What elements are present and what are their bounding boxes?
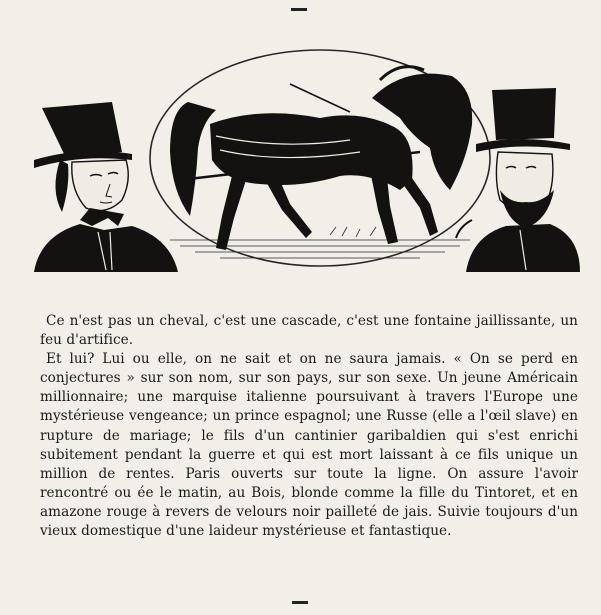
- bottom-rule: [292, 601, 308, 604]
- right-figure: [456, 88, 580, 272]
- paragraph-1: Ce n'est pas un cheval, c'est une cascade, c'est une fontaine jaillissante, un feu d'artifice.: [40, 313, 578, 349]
- horse-and-figures-engraving: [20, 40, 580, 280]
- article-text: [40, 312, 578, 541]
- paragraph-2: Et lui? Lui ou elle, on ne sait et on ne saura jamais. « On se perd en conjectures » sur son nom, sur son pays, sur son sexe. Un jeune Américain millionnaire; une marquise italienne poursuivant à travers l'Europe une mystérieuse vengeance; un prince espagnol; une Russe (elle a l'œil slave) en rupture de mariage; le fils d'un cantinier garibaldien qui s'est enrichi subitement pendant la guerre et qui est mort laissant à ce fils unique un million de rentes. Paris ouverts sur toute la ligne. On assure l'avoir rencontré ou ée le matin, au Bois, blonde comme la fille du Tintoret, et en amazone rouge à revers de velours noir pailleté de jais. Suivie toujours d'un vieux domestique d'une laideur mystérieuse et fantastique.: [40, 351, 578, 540]
- engraving-illustration: [20, 40, 580, 280]
- top-rule: [291, 8, 307, 11]
- horse: [170, 67, 472, 250]
